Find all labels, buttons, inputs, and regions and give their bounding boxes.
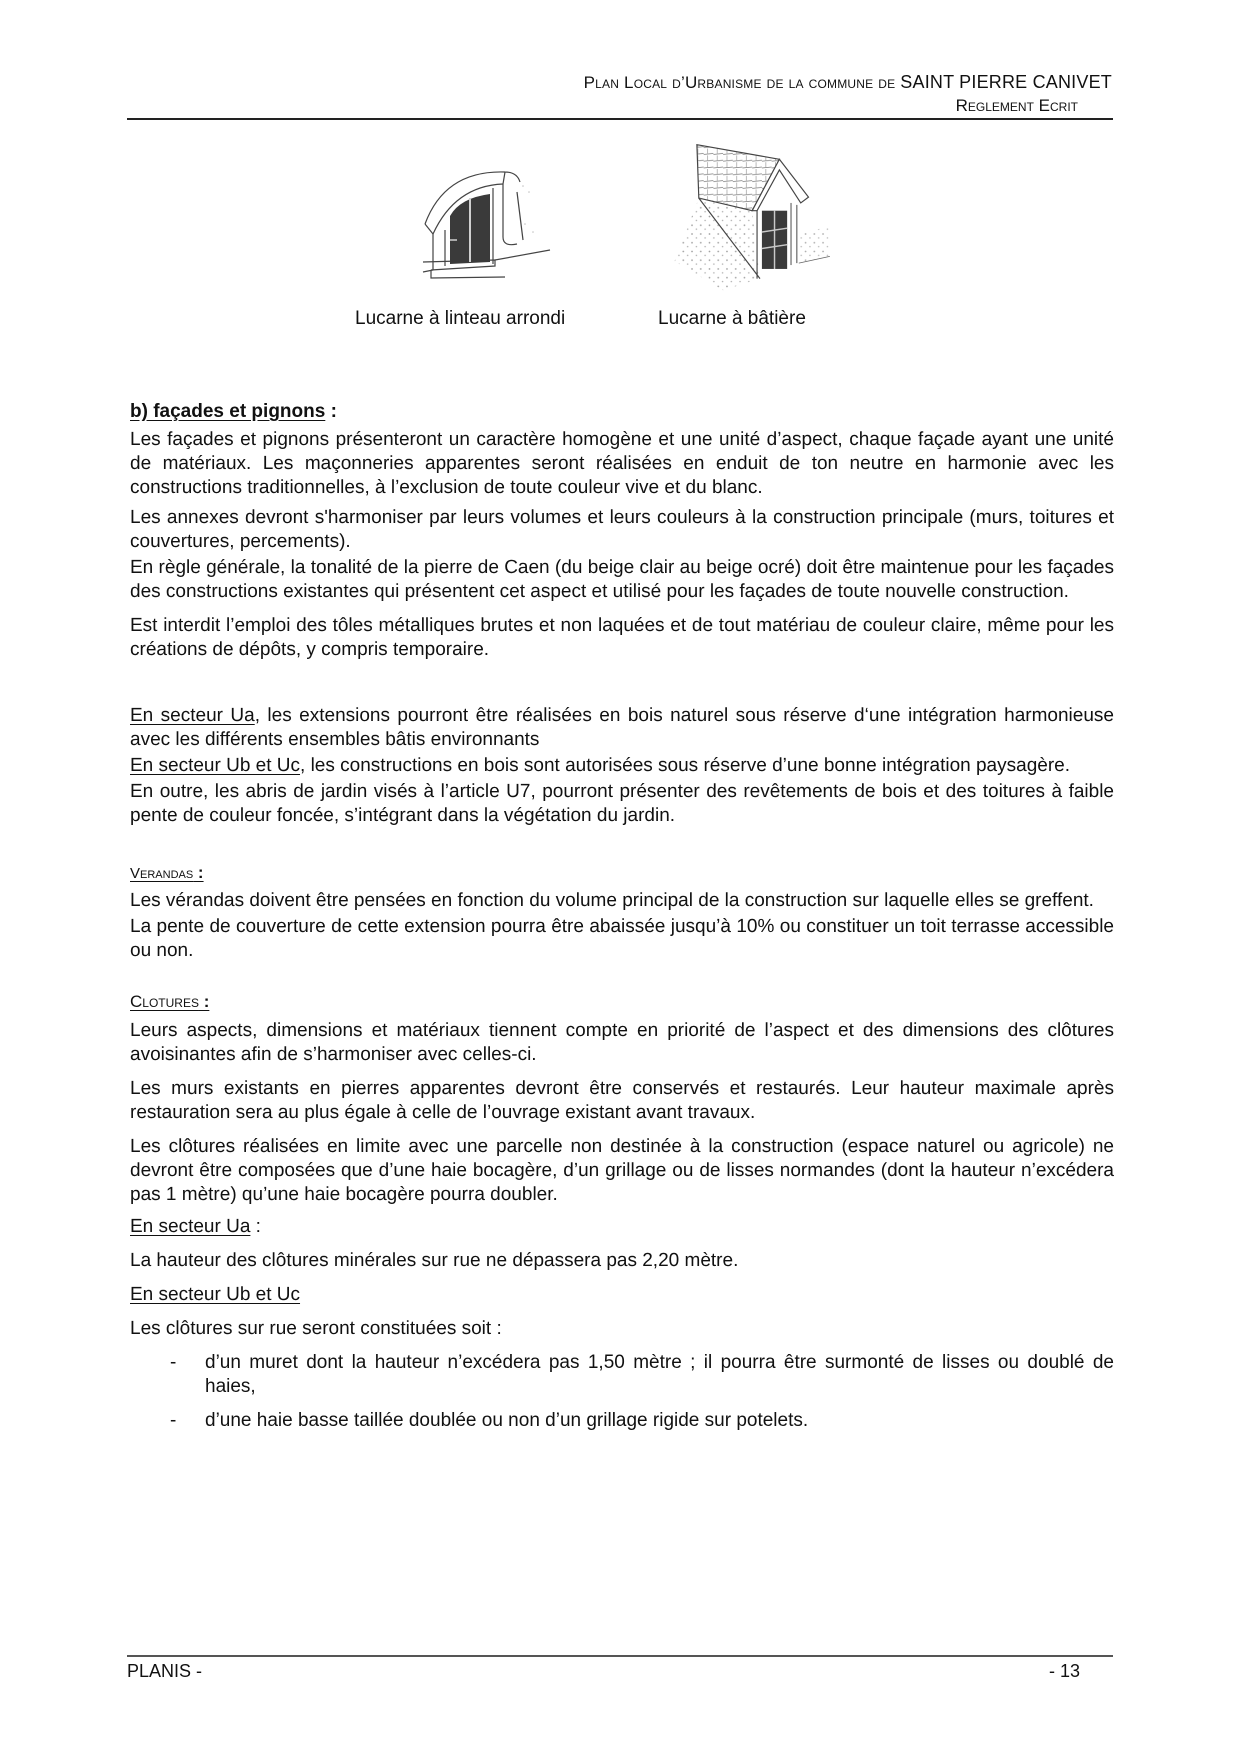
section-heading-clotures (130, 991, 1114, 1013)
paragraph: Les façades et pignons présenteront un caractère homogène et une unité d’aspect, chaque façade ayant une unité de matériaux. Les maçonneries apparentes seront réalisées en enduit de ton neutre en harmonie avec les constructions traditionnelles, à l’exclusion de toute couleur vive et du blanc. (130, 429, 1114, 498)
list-item (130, 1409, 1114, 1433)
sector-ubuc-text: , les constructions en bois sont autorisées sous réserve d’une bonne intégration paysagère. (300, 755, 1070, 776)
section-heading-facades-colon: : (325, 401, 337, 422)
paragraph-abris: En outre, les abris de jardin visés à l’article U7, pourront présenter des revêtements de bois et des toitures à faible pente de couleur foncée, s’intégrant dans la végétation du jardin. (130, 781, 1114, 826)
verandas-heading-colon: : (193, 863, 204, 882)
sector-ua-label: En secteur Ua (130, 705, 255, 726)
dormer-rounded-lintel-illustration (405, 152, 555, 282)
paragraph: Les clôtures sur rue seront constituées soit : (130, 1318, 502, 1339)
clotures-sector-ubuc-heading (130, 1283, 1114, 1307)
paragraph: En règle générale, la tonalité de la pierre de Caen (du beige clair au beige ocré) doit être maintenue pour les façades des constructions existantes qui présentent cet aspect et utilisé pour les façades de toute nouvelle construction. (130, 557, 1114, 602)
bullet-text: d’une haie basse taillée doublée ou non d’un grillage rigide sur potelets. (205, 1410, 809, 1431)
sector-ua-text: , les extensions pourront être réalisées en bois naturel sous réserve d‘une intégration harmonieuse avec les différents ensembles bâtis environnants (130, 705, 1114, 750)
bullet-dash: - (170, 1352, 177, 1373)
section-heading-facades-text: b) façades et pignons (130, 401, 326, 422)
clotures-sector-ua-heading (130, 1215, 1114, 1239)
clotures-ubuc-label: En secteur Ub et Uc (130, 1284, 301, 1305)
paragraph: La pente de couverture de cette extension pourra être abaissée jusqu’à 10% ou constituer un toit terrasse accessible ou non. (130, 916, 1114, 961)
section-heading-verandas (130, 862, 1114, 885)
footer-divider (127, 1655, 1113, 1657)
paragraph: Les murs existants en pierres apparentes devront être conservés et restaurés. Leur hauteur maximale après restauration sera au plus égale à celle de l’ouvrage existant avant travaux. (130, 1078, 1114, 1123)
clotures-ua-label: En secteur Ua (130, 1216, 251, 1237)
header-divider (127, 118, 1113, 120)
clotures-heading-colon: : (198, 992, 210, 1011)
header-subtitle: Reglement Ecrit (955, 96, 1078, 115)
clotures-ua-suffix: : (250, 1216, 261, 1237)
verandas-heading-text: Verandas (130, 865, 194, 882)
paragraph: La hauteur des clôtures minérales sur rue ne dépassera pas 2,20 mètre. (130, 1250, 739, 1271)
header-title (584, 72, 1112, 93)
paragraph: Les annexes devront s'harmoniser par leurs volumes et leurs couleurs à la construction principale (murs, toitures et couvertures, percements). (130, 507, 1114, 552)
header-commune-name: SAINT PIERRE CANIVET (900, 72, 1112, 92)
bullet-text: d’un muret dont la hauteur n’excédera pas 1,50 mètre ; il pourra être surmonté de lisses ou doublé de haies, (205, 1352, 1114, 1397)
paragraph: Est interdit l’emploi des tôles métalliques brutes et non laquées et de tout matériau de couleur claire, même pour les créations de dépôts, y compris temporaire. (130, 615, 1114, 660)
dormer-gable-roof-illustration (655, 135, 830, 300)
list-item (130, 1351, 1114, 1399)
clotures-heading-text: Clotures (130, 992, 199, 1011)
paragraph-sector-ua (130, 704, 1114, 752)
paragraph-sector-ubuc (130, 754, 1114, 778)
figure-caption-gable: Lucarne à bâtière (658, 308, 806, 329)
bullet-dash: - (170, 1410, 177, 1431)
figure-caption-rounded-lintel: Lucarne à linteau arrondi (355, 308, 566, 329)
header-title-plan: Plan Local d’Urbanisme de la commune de (583, 73, 896, 92)
page-number: - 13 (1048, 1661, 1080, 1681)
paragraph: Les vérandas doivent être pensées en fonction du volume principal de la construction sur laquelle elles se greffent. (130, 890, 1094, 911)
paragraph: Les clôtures réalisées en limite avec une parcelle non destinée à la construction (espace naturel ou agricole) ne devront être composées que d’une haie bocagère, d’un grillage ou de lisses normandes (dont la hauteur n’excédera pas 1 mètre) qu’une haie bocagère pourra doubler. (130, 1136, 1114, 1205)
paragraph: Leurs aspects, dimensions et matériaux tiennent compte en priorité de l’aspect et des dimensions des clôtures avoisinantes afin de s’harmoniser avec celles-ci. (130, 1020, 1114, 1065)
document-body (130, 400, 1114, 1433)
footer-left-text: PLANIS - (127, 1661, 203, 1681)
sector-ubuc-label: En secteur Ub et Uc (130, 755, 301, 776)
section-heading-facades (130, 400, 1114, 424)
